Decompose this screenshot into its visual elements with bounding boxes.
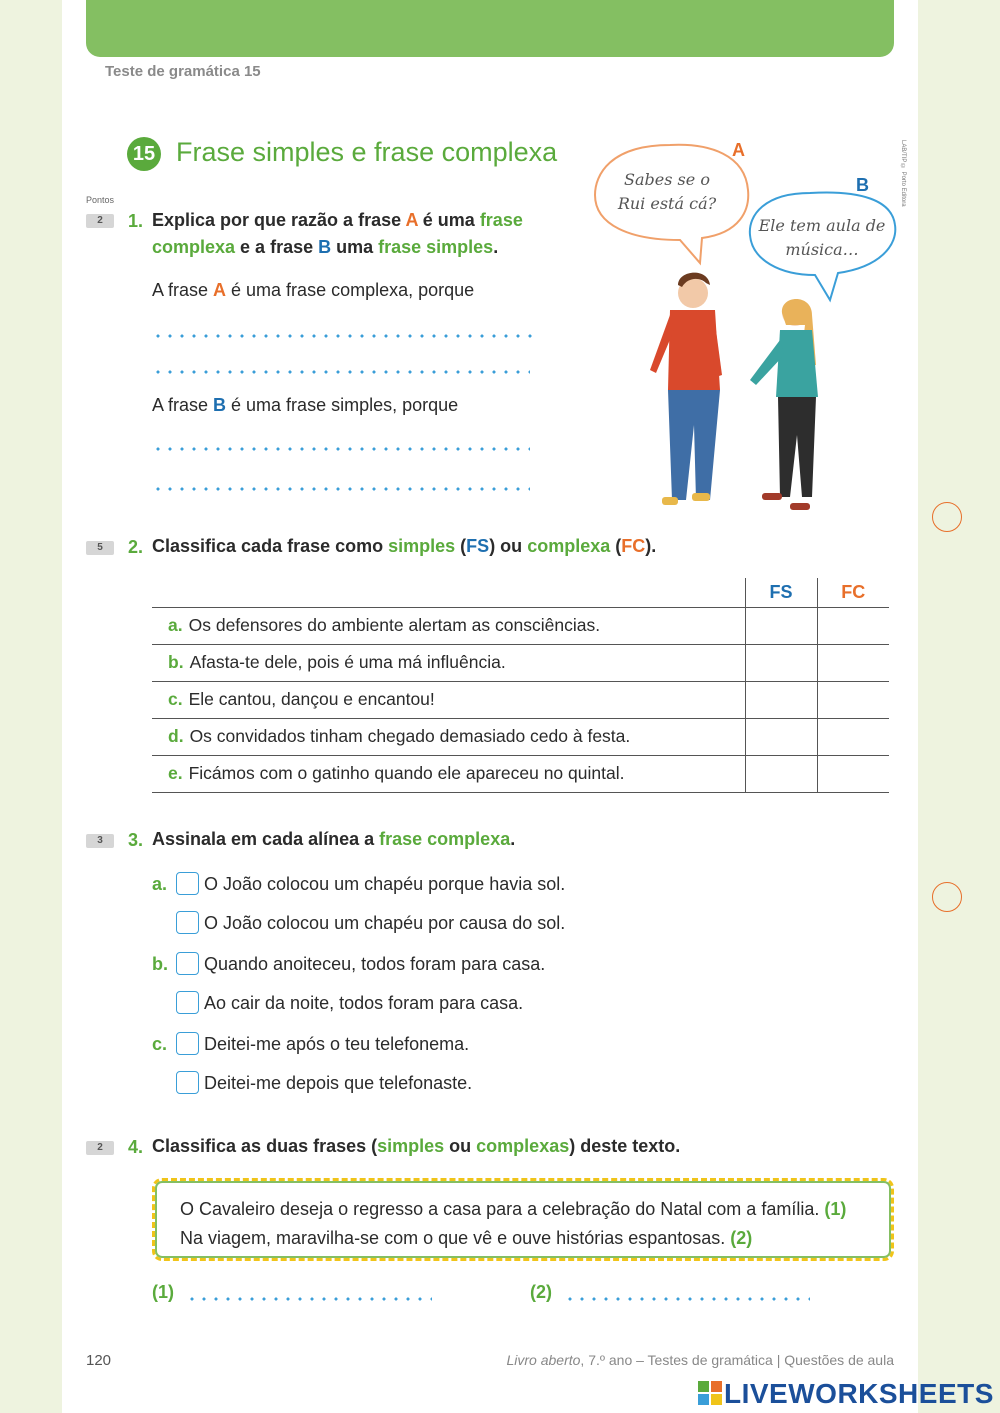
q4-text-box: O Cavaleiro deseja o regresso a casa para a celebração do Natal com a família. (1) Na viagem, maravilha-se com o que vê e ouve histórias espantosas. (2) [152,1178,894,1261]
q2-number: 2. [128,537,144,557]
q1-line-a: A frase A é uma frase complexa, porque [152,280,475,300]
q4-number: 4. [128,1137,144,1157]
fc-answer-cell[interactable] [817,607,889,644]
top-banner [86,0,894,57]
binder-hole [932,882,962,912]
fc-answer-cell[interactable] [817,681,889,718]
table-row: d. Os convidados tinham chegado demasiado cedo à festa. [152,718,889,755]
q1-number: 1. [128,211,144,231]
q1-points: 2 [86,214,114,228]
q1-answer-b-line1[interactable] [152,447,530,451]
q4-answer-1-line[interactable] [186,1297,432,1301]
q3-prompt: Assinala em cada alínea a frase complexa. [152,829,516,849]
q2-points: 5 [86,541,114,555]
footer-book-info: Livro aberto, 7.º ano – Testes de gramática | Questões de aula [506,1352,894,1368]
speaker-b-label: B [856,175,869,195]
column-fc: FC [817,578,889,607]
table-row: e. Ficámos com o gatinho quando ele apareceu no quintal. [152,755,889,792]
fs-answer-cell[interactable] [745,755,817,792]
test-subtitle: Teste de gramática 15 [105,63,261,80]
table-row: a. Os defensores do ambiente alertam as consciências. [152,607,889,644]
table-row: b. Afasta-te dele, pois é uma má influência. [152,644,889,681]
q1-prompt: Explica por que razão a frase A é uma frase complexa e a frase B uma frase simples. [152,210,523,257]
q4-answer-2-line[interactable] [564,1297,810,1301]
q1-answer-a-line2[interactable] [152,370,530,374]
column-fs: FS [745,578,817,607]
fs-answer-cell[interactable] [745,681,817,718]
fc-answer-cell[interactable] [817,718,889,755]
speech-bubble-b: Ele tem aula de música… [758,216,886,259]
q4-answer-2-label: (2) [530,1282,552,1302]
fs-answer-cell[interactable] [745,718,817,755]
q1-line-b: A frase B é uma frase simples, porque [152,395,459,415]
checkbox[interactable] [176,952,199,975]
speech-bubble-a: Sabes se o Rui está cá? [617,170,717,213]
table-row: c. Ele cantou, dançou e encantou! [152,681,889,718]
checkbox[interactable] [176,991,199,1014]
checkbox[interactable] [176,872,199,895]
q1-answer-b-line2[interactable] [152,487,530,491]
q1-answer-a-line1[interactable] [152,334,536,338]
q4-prompt: Classifica as duas frases (simples ou complexas) deste texto. [152,1136,681,1156]
liveworksheets-logo-icon [698,1381,722,1405]
classification-table [152,578,889,793]
page-title: Frase simples e frase complexa [176,137,558,167]
copyright-note: LAB/TIP © Porto Editora [900,140,906,207]
checkbox[interactable] [176,911,199,934]
fs-answer-cell[interactable] [745,607,817,644]
table-header-blank [152,578,745,607]
checkbox[interactable] [176,1071,199,1094]
checkbox[interactable] [176,1032,199,1055]
test-number-badge: 15 [127,137,161,171]
points-label: Pontos [86,195,115,205]
binder-hole [932,502,962,532]
page-number: 120 [86,1352,112,1369]
q3-number: 3. [128,830,144,850]
fs-answer-cell[interactable] [745,644,817,681]
q2-prompt: Classifica cada frase como simples (FS) ou complexa (FC). [152,536,657,556]
q4-points: 2 [86,1141,114,1155]
fc-answer-cell[interactable] [817,644,889,681]
fc-answer-cell[interactable] [817,755,889,792]
q3-points: 3 [86,834,114,848]
liveworksheets-brand[interactable]: LIVEWORKSHEETS [724,1378,994,1409]
speaker-a-label: A [732,140,745,160]
q4-answer-1-label: (1) [152,1282,174,1302]
